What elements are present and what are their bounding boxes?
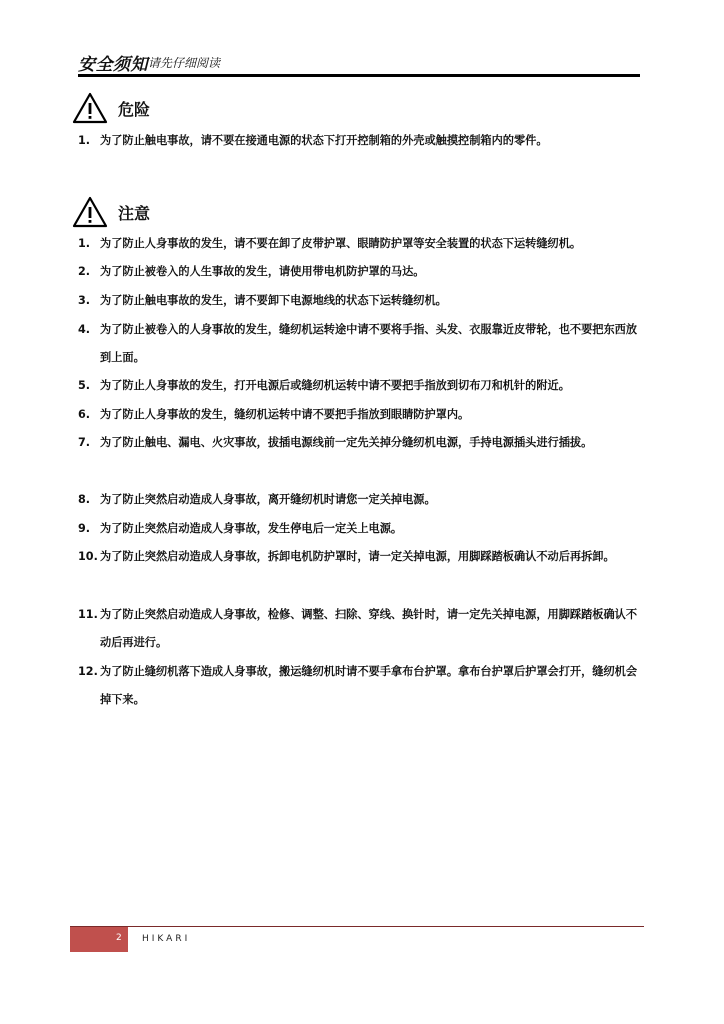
caution-item-text: 为了防止被卷入的人生事故的发生，请使用带电机防护罩的马达。 (100, 265, 425, 278)
danger-title: 危险 (118, 100, 151, 119)
caution-item-number: 11. (78, 608, 98, 621)
caution-item (78, 372, 640, 400)
page-subtitle: 请先仔细阅读 (148, 56, 221, 70)
caution-item-text: 为了防止触电事故的发生，请不要卸下电源地线的状态下运转缝纫机。 (100, 294, 447, 307)
footer-accent-block (70, 927, 128, 952)
caution-item-text: 为了防止突然启动造成人身事故，发生停电后一定关上电源。 (100, 522, 403, 535)
page-title: 安全须知 (78, 55, 148, 75)
caution-item-text: 为了防止突然启动造成人身事故，拆卸电机防护罩时，请一定关掉电源，用脚踩踏板确认不动后再拆卸。 (100, 550, 615, 563)
caution-item (78, 486, 640, 514)
caution-item-number: 12. (78, 665, 98, 678)
caution-item-number: 6. (78, 408, 91, 421)
page-header (78, 50, 640, 77)
caution-item-number: 4. (78, 323, 91, 336)
caution-item (78, 316, 640, 372)
caution-item (78, 287, 640, 315)
caution-item-text: 为了防止突然启动造成人身事故，离开缝纫机时请您一定关掉电源。 (100, 493, 436, 506)
caution-item-number: 1. (78, 237, 91, 250)
caution-item-text: 为了防止人身事故的发生，缝纫机运转中请不要把手指放到眼睛防护罩内。 (100, 408, 470, 421)
caution-heading (72, 196, 372, 232)
caution-item (78, 258, 640, 286)
caution-item (78, 658, 640, 714)
caution-item (78, 230, 640, 258)
caution-title: 注意 (118, 204, 151, 223)
caution-item (78, 429, 640, 457)
page-number: 2 (116, 933, 122, 943)
caution-item-number: 7. (78, 436, 91, 449)
caution-item-text: 为了防止触电、漏电、火灾事故，拔插电源线前一定先关掉分缝纫机电源，手持电源插头进行插拔。 (100, 436, 593, 449)
caution-item (78, 515, 640, 543)
caution-item-text: 为了防止人身事故的发生，请不要在卸了皮带护罩、眼睛防护罩等安全装置的状态下运转缝纫机。 (100, 237, 582, 250)
danger-heading (72, 92, 372, 128)
caution-item-text: 为了防止缝纫机落下造成人身事故，搬运缝纫机时请不要手拿布台护罩。拿布台护罩后护罩会打开，缝纫机会掉下来。 (100, 665, 638, 706)
brand-name: HIKARI (142, 934, 191, 944)
page-footer (70, 926, 644, 953)
danger-item-text: 为了防止触电事故，请不要在接通电源的状态下打开控制箱的外壳或触摸控制箱内的零件。 (100, 134, 548, 147)
caution-item-number: 9. (78, 522, 91, 535)
caution-item (78, 601, 640, 657)
caution-item-number: 8. (78, 493, 91, 506)
caution-item-number: 2. (78, 265, 91, 278)
warning-triangle-icon (72, 196, 108, 228)
caution-item-number: 3. (78, 294, 91, 307)
caution-item-text: 为了防止被卷入的人身事故的发生，缝纫机运转途中请不要将手指、头发、衣服靠近皮带轮，也不要把东西放到上面。 (100, 323, 638, 364)
danger-item-number: 1. (78, 134, 91, 147)
caution-item (78, 543, 640, 571)
caution-item-number: 5. (78, 379, 91, 392)
caution-item (78, 401, 640, 429)
caution-item-text: 为了防止人身事故的发生，打开电源后或缝纫机运转中请不要把手指放到切布刀和机针的附近。 (100, 379, 570, 392)
warning-triangle-icon (72, 92, 108, 124)
caution-item-number: 10. (78, 550, 98, 563)
caution-item-text: 为了防止突然启动造成人身事故，检修、调整、扫除、穿线、换针时，请一定先关掉电源，用脚踩踏板确认不动后再进行。 (100, 608, 638, 649)
danger-item (78, 127, 640, 155)
